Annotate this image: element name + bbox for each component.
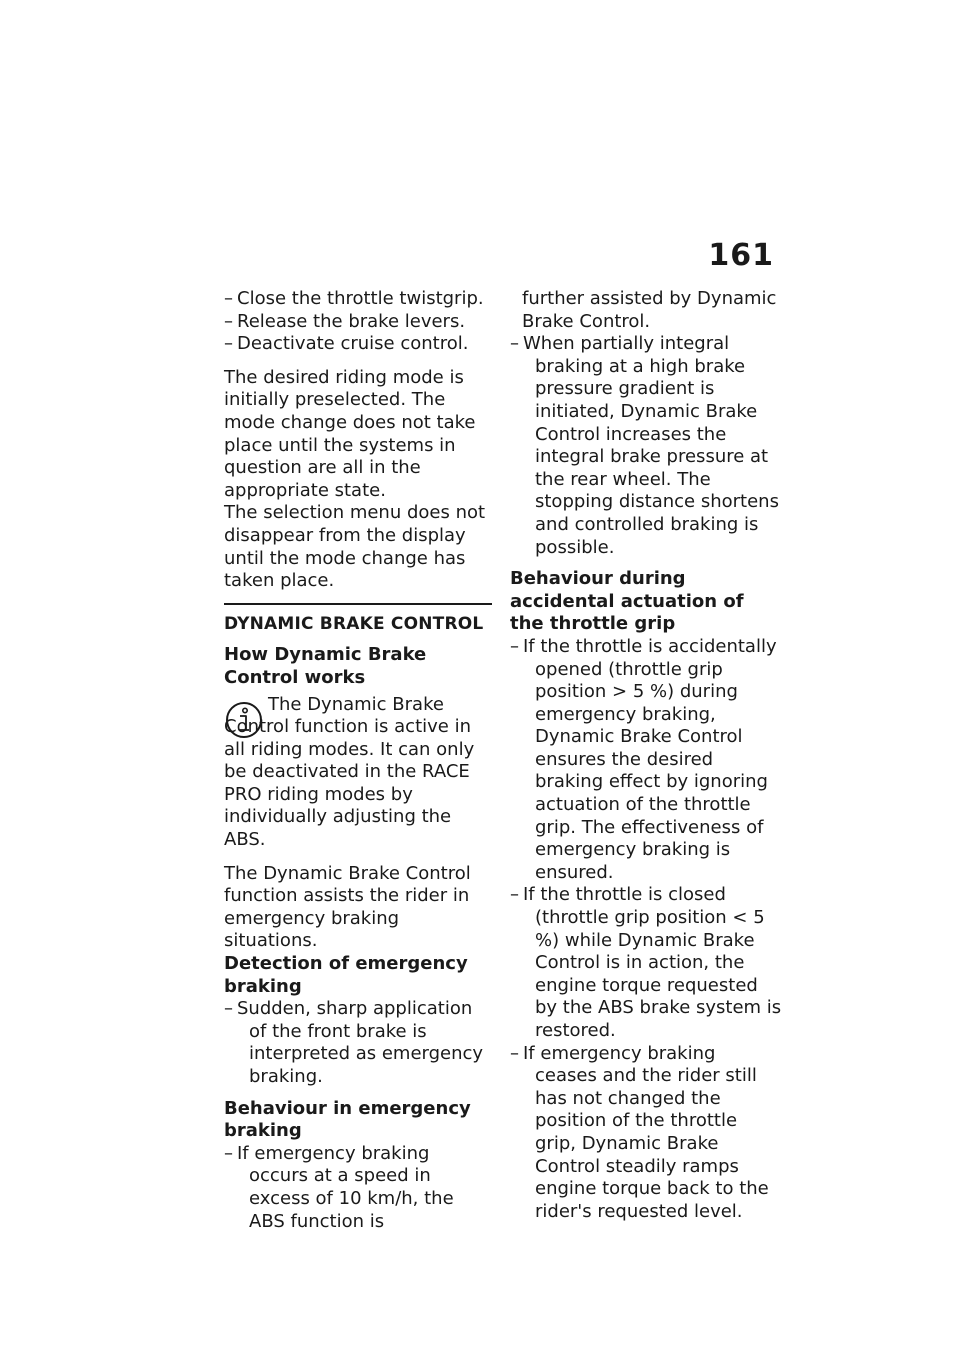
paragraph: The desired riding mode is initially preselected. The mode change does not take place until the systems in question are all in the appropriate state. (224, 366, 476, 501)
subheading: How Dynamic Brake Control works (224, 644, 427, 688)
paragraph: The Dynamic Brake Control function assists the rider in emergency braking situations. (224, 862, 471, 952)
list-item: – If emergency braking ceases and the rider still has not changed the position of the throttle grip, Dynamic Brake Control steadily ramps engine torque back to the rider's requested level. (510, 1042, 769, 1222)
steps-list (224, 288, 492, 356)
paragraph: The selection menu does not disappear from the display until the mode change has taken place. (224, 502, 486, 592)
subheading: Detection of emergency braking (224, 953, 468, 997)
list-item-continuation: further assisted by Dynamic Brake Control. (522, 288, 777, 332)
list-item: – If the throttle is closed (throttle grip position < 5 %) while Dynamic Brake Control is in action, the engine torque requested by the ABS brake system is restored. (510, 884, 782, 1041)
section-title: DYNAMIC BRAKE CONTROL (224, 613, 484, 634)
left-column (224, 288, 492, 1233)
info-icon (224, 700, 264, 740)
subheading: Behaviour during accidental actuation of the throttle grip (510, 568, 744, 635)
subheading: Behaviour in emergency braking (224, 1097, 471, 1142)
info-text: The Dynamic Brake Control function is active in all riding modes. It can only be deactivated in the RACE PRO riding modes by individually adjusting the ABS. (224, 693, 475, 851)
list-item: – Close the throttle twistgrip. (224, 288, 484, 309)
list-item: – Release the brake levers. (224, 310, 466, 332)
list-item: – When partially integral braking at a high brake pressure gradient is initiated, Dynamic Brake Control increases the integral brake pressure at the rear wheel. The stopping distance shortens and controlled braking is possible. (510, 333, 779, 558)
right-column (510, 288, 782, 1223)
info-note (224, 694, 492, 852)
list-item: – If the throttle is accidentally opened (throttle grip position > 5 %) during emergency braking, Dynamic Brake Control ensures the desired braking effect by ignoring actuation of the throttle grip. The effectiveness of emergency braking is ensured. (510, 635, 777, 883)
list-item: – Deactivate cruise control. (224, 333, 469, 355)
list-item: – If emergency braking occurs at a speed in excess of 10 km/h, the ABS function is (224, 1142, 454, 1232)
list-item: – Sudden, sharp application of the front brake is interpreted as emergency braking. (224, 998, 484, 1087)
section-divider (224, 603, 492, 605)
page-number: 161 (708, 238, 774, 273)
